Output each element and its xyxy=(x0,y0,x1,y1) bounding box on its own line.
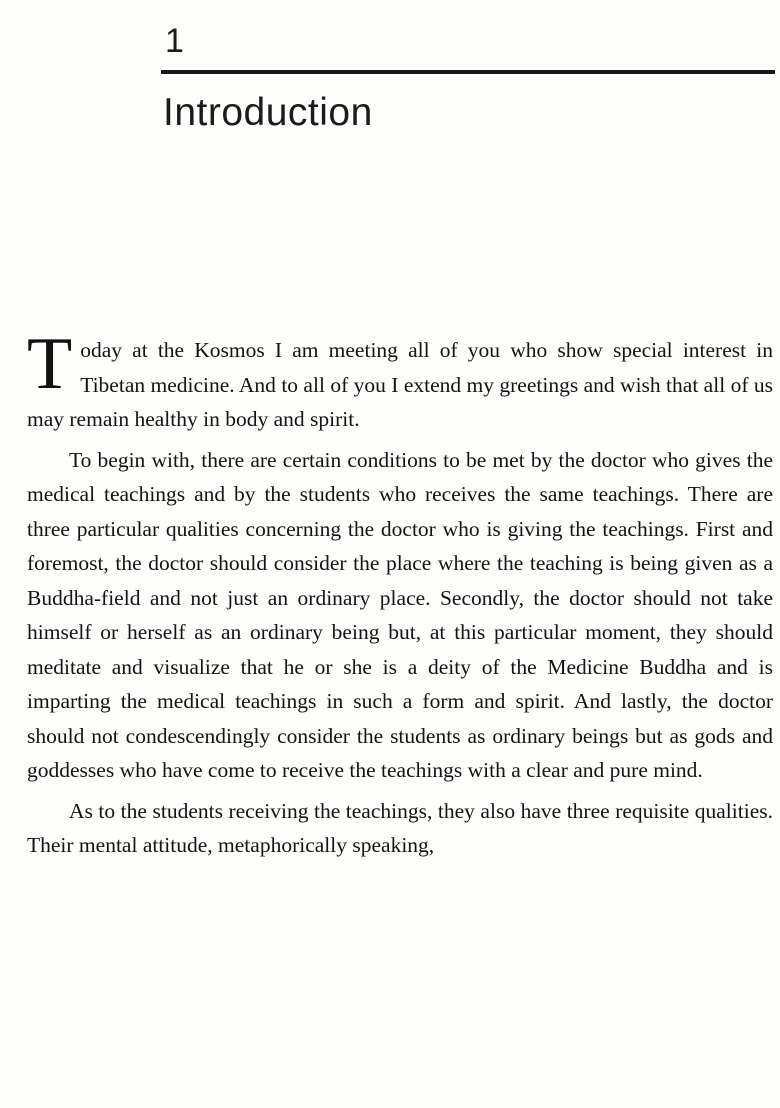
paragraph-2: To begin with, there are certain conditions to be met by the doctor who gives the medical teachings and by the students who receives the same teachings. There are three particular qualities concerning the doctor who is giving the teachings. First and foremost, the doctor should consider the place where the teaching is being given as a Buddha-field and not just an ordinary place. Secondly, the doctor should not take himself or herself as an ordinary being but, at this particular moment, they should meditate and visualize that he or she is a deity of the Medicine Buddha and is imparting the medical teachings in such a form and spirit. And lastly, the doctor should not condescendingly consider the students as ordinary beings but as gods and goddesses who have come to receive the teachings with a clear and pure mind. xyxy=(27,447,773,782)
paragraph-3: As to the students receiving the teachings, they also have three requisite qualities. Their mental attitude, metaphorically speaking, xyxy=(27,798,773,857)
paragraph-1-text: oday at the Kosmos I am meeting all of you who show special interest in Tibetan medicine. And to all of you I extend my greetings and wish that all of us may remain healthy in body and spirit. xyxy=(27,338,773,431)
paragraph-1 xyxy=(27,323,773,437)
chapter-header xyxy=(161,24,775,135)
chapter-rule xyxy=(161,70,775,74)
body-text xyxy=(27,323,773,863)
chapter-number: 1 xyxy=(165,22,184,60)
chapter-title: Introduction xyxy=(163,91,373,134)
drop-cap: T xyxy=(27,323,73,405)
